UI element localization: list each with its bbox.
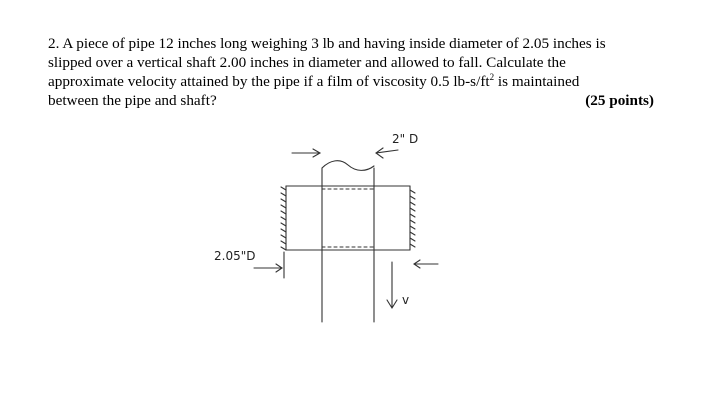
velocity-arrow: [387, 262, 397, 308]
pipe-diameter-label: 2.05"D: [214, 249, 256, 263]
question-text: between the pipe and shaft?: [48, 92, 217, 109]
shaft-break-line: [322, 161, 374, 171]
points-label: (25 points): [585, 92, 654, 109]
problem-line-3-end: is maintained: [494, 73, 580, 90]
problem-line-2: slipped over a vertical shaft 2.00 inches in diameter and allowed to fall. Calculate the: [48, 54, 566, 71]
problem-line-1: 2. A piece of pipe 12 inches long weighing 3 lb and having inside diameter of 2.05 inches is: [48, 35, 606, 52]
shaft-diameter-label: 2" D: [392, 132, 419, 146]
shaft-dim-arrow-right: [376, 148, 398, 158]
velocity-label: v: [402, 293, 410, 307]
pipe-dim-arrow: [254, 264, 282, 272]
superscript: 2: [489, 71, 495, 82]
right-hatching: [410, 190, 415, 247]
shaft-dim-arrow-left: [292, 149, 320, 157]
left-hatching: [281, 187, 286, 250]
right-dim-arrow: [414, 260, 438, 268]
problem-line-3-text: approximate velocity attained by the pipe if a film of viscosity 0.5 lb-s/ft: [48, 73, 490, 90]
